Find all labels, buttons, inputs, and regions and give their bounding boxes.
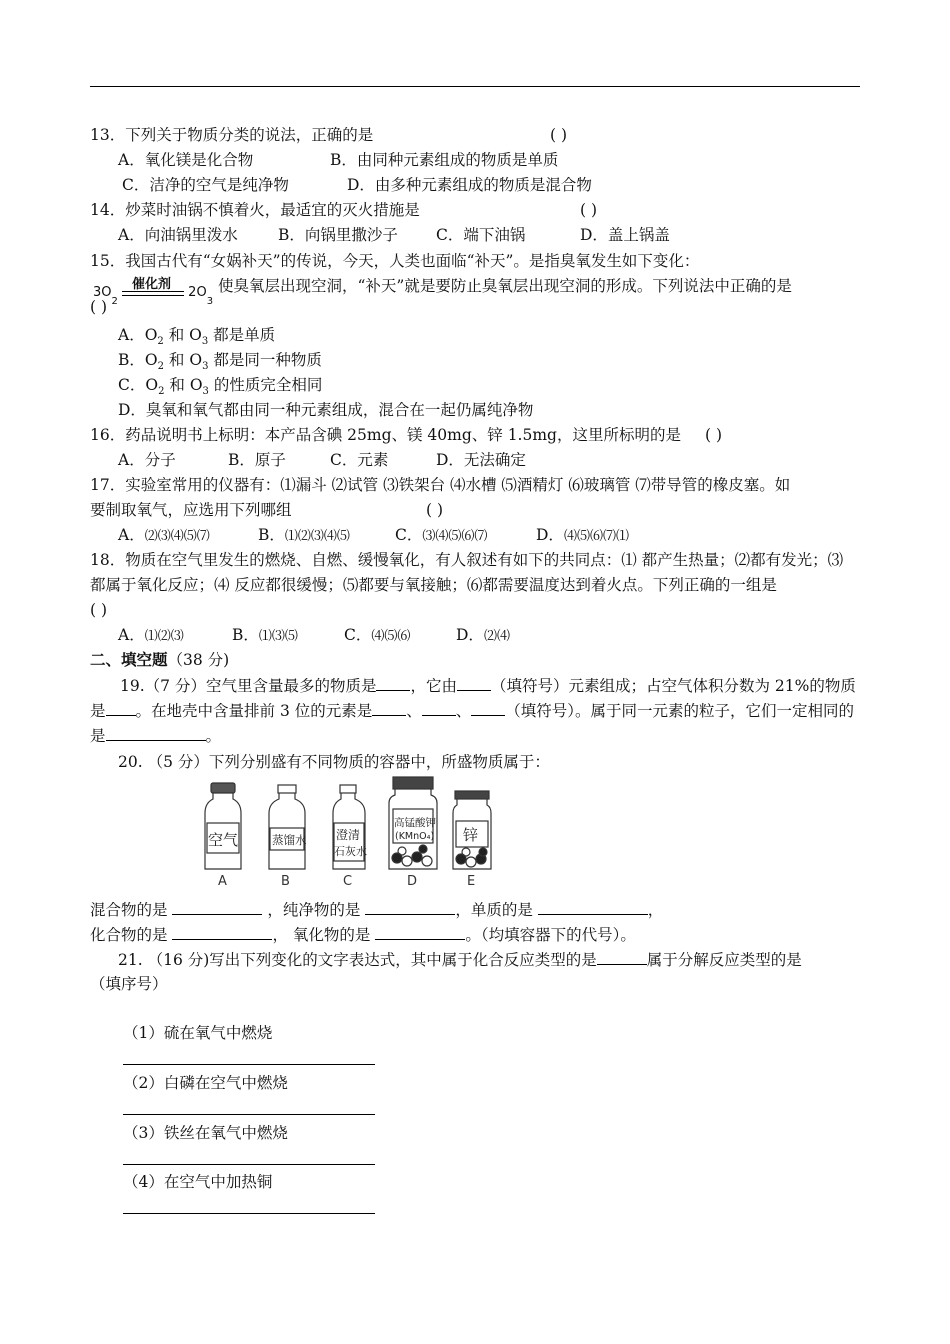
- question-21-line2: （填序号）: [90, 975, 168, 993]
- answer-paren[interactable]: ( ): [90, 601, 108, 619]
- option-b: B．原子: [228, 451, 286, 469]
- question-17-stem-cont: 要制取氧气，应选用下列哪组: [90, 501, 292, 519]
- option-a: A．向油锅里泼水: [118, 226, 238, 244]
- bottle-b-letter: B: [281, 874, 290, 889]
- bottle-b: [269, 785, 305, 869]
- bottles-figure: [195, 773, 515, 893]
- bottle-d-label-2: (KMnO₄): [395, 831, 435, 842]
- bottle-a-letter: A: [218, 874, 227, 889]
- option-a: A．$O_2$ 和 $O_3$ 都是单质: [118, 326, 276, 348]
- question-13-stem: 13．下列关于物质分类的说法，正确的是: [90, 126, 374, 144]
- option-d: D．由多种元素组成的物质是混合物: [347, 176, 592, 194]
- answer-line[interactable]: [123, 1114, 375, 1115]
- question-19-line3: 是 。: [90, 727, 222, 745]
- blank[interactable]: [106, 725, 206, 741]
- question-19-line2: 是 。在地壳中含量排前 3 位的元素是 、 、 （填符号）。属于同一元素的粒子，它们一定相同的: [90, 702, 855, 720]
- option-c: C．⑷⑸⑹: [344, 626, 411, 644]
- option-c: C．端下油锅: [436, 226, 526, 244]
- catalyst-label: 催化剂: [132, 277, 172, 292]
- question-20-line1: 混合物的是 ，纯净物的是 ，单质的是 ，: [90, 901, 664, 919]
- reaction-item-4: （4）在空气中加热铜: [123, 1173, 273, 1191]
- option-b: B．向锅里撒沙子: [278, 226, 398, 244]
- option-c: C．⑶⑷⑸⑹⑺: [395, 526, 488, 544]
- section-heading: 二、填空题（38 分): [90, 650, 230, 669]
- option-b: B．由同种元素组成的物质是单质: [330, 151, 559, 169]
- option-a: A．氧化镁是化合物: [118, 151, 254, 169]
- reaction-item-2: （2）白磷在空气中燃烧: [123, 1074, 288, 1092]
- question-16-stem: 16．药品说明书上标明：本产品含碘 25mg、镁 40mg、锌 1.5mg，这里所标明的是: [90, 426, 681, 444]
- answer-paren[interactable]: ( ): [580, 201, 598, 219]
- blank[interactable]: [422, 700, 456, 716]
- blank[interactable]: [372, 700, 406, 716]
- option-d: D．臭氧和氧气都由同一种元素组成，混合在一起仍属纯净物: [118, 401, 534, 419]
- blank[interactable]: [365, 899, 455, 915]
- question-18-stem-cont: 都属于氧化反应；⑷ 反应都很缓慢；⑸都要与氧接触；⑹都需要温度达到着火点。下列正确的一组是: [90, 576, 777, 594]
- question-17-stem: 17．实验室常用的仪器有：⑴漏斗 ⑵试管 ⑶铁架台 ⑷水槽 ⑸酒精灯 ⑹玻璃管 ⑺带导管的橡皮塞。如: [90, 476, 791, 494]
- blank[interactable]: [172, 924, 272, 940]
- bottle-a: [205, 783, 241, 869]
- blank[interactable]: [172, 899, 262, 915]
- answer-paren[interactable]: ( ): [550, 126, 568, 144]
- question-14-stem: 14．炒菜时油锅不慎着火，最适宜的灭火措施是: [90, 201, 420, 219]
- blank[interactable]: [597, 949, 647, 965]
- answer-paren[interactable]: ( ): [90, 298, 108, 316]
- question-21-line1: 21. （16 分)写出下列变化的文字表达式，其中属于化合反应类型的是 属于分解反应类型的是: [118, 951, 802, 969]
- option-d: D．⑷⑸⑹⑺⑴: [536, 526, 629, 544]
- answer-paren[interactable]: ( ): [426, 501, 444, 519]
- bottle-c-label-1: 澄清: [336, 828, 361, 842]
- option-d: D．⑵⑷: [456, 626, 510, 644]
- bottle-d-label-1: 高锰酸钾: [394, 817, 436, 829]
- option-a: A．⑴⑵⑶: [118, 626, 184, 644]
- option-c: C．洁净的空气是纯净物: [122, 176, 289, 194]
- option-c: C．$O_2$ 和 $O_3$ 的性质完全相同: [118, 376, 323, 398]
- ozone-equation: $3O_2$ 催化剂 $2O_3$: [93, 277, 214, 307]
- question-20-stem: 20. （5 分）下列分别盛有不同物质的容器中，所盛物质属于：: [118, 753, 550, 771]
- blank[interactable]: [457, 675, 491, 691]
- question-19-line1: 19.（7 分）空气里含量最多的物质是 ，它由 （填符号）元素组成；占空气体积分数为 21%的物质: [120, 677, 856, 695]
- bottle-e-letter: E: [467, 874, 476, 889]
- blank[interactable]: [106, 700, 136, 716]
- answer-line[interactable]: [123, 1164, 375, 1165]
- question-18-stem: 18．物质在空气里发生的燃烧、自燃、缓慢氧化，有人叙述有如下的共同点：⑴ 都产生热量；⑵都有发光；⑶: [90, 551, 844, 569]
- blank[interactable]: [376, 675, 410, 691]
- option-c: C．元素: [330, 451, 389, 469]
- answer-line[interactable]: [123, 1213, 375, 1214]
- bottle-c-letter: C: [343, 874, 353, 889]
- bottle-b-label: 蒸馏水: [272, 833, 307, 847]
- option-b: B．⑴⑵⑶⑷⑸: [258, 526, 350, 544]
- option-d: D．无法确定: [436, 451, 526, 469]
- option-d: D．盖上锅盖: [580, 226, 670, 244]
- reaction-item-3: （3）铁丝在氧气中燃烧: [123, 1124, 288, 1142]
- answer-line[interactable]: [123, 1064, 375, 1065]
- option-a: A．⑵⑶⑷⑸⑺: [118, 526, 210, 544]
- option-b: B．$O_2$ 和 $O_3$ 都是同一种物质: [118, 351, 322, 373]
- blank[interactable]: [375, 924, 465, 940]
- header-rule: [90, 86, 860, 87]
- question-15-cont: 使臭氧层出现空洞，“补天”就是要防止臭氧层出现空洞的形成。下列说法中正确的是: [218, 277, 792, 295]
- option-a: A．分子: [118, 451, 176, 469]
- bottle-c-label-2: 石灰水: [334, 845, 367, 858]
- question-15-stem: 15．我国古代有“女娲补天”的传说，今天，人类也面临“补天”。是指臭氧发生如下变化：: [90, 252, 700, 270]
- blank[interactable]: [471, 700, 505, 716]
- option-b: B．⑴⑶⑸: [232, 626, 298, 644]
- blank[interactable]: [538, 899, 648, 915]
- reaction-item-1: （1）硫在氧气中燃烧: [123, 1024, 273, 1042]
- bottle-a-label: 空气: [208, 831, 239, 849]
- bottle-d-letter: D: [407, 874, 418, 889]
- answer-paren[interactable]: ( ): [705, 426, 723, 444]
- bottle-e-label: 锌: [463, 826, 479, 844]
- question-20-line2: 化合物的是 ， 氧化物的是 。（均填容器下的代号）。: [90, 926, 636, 944]
